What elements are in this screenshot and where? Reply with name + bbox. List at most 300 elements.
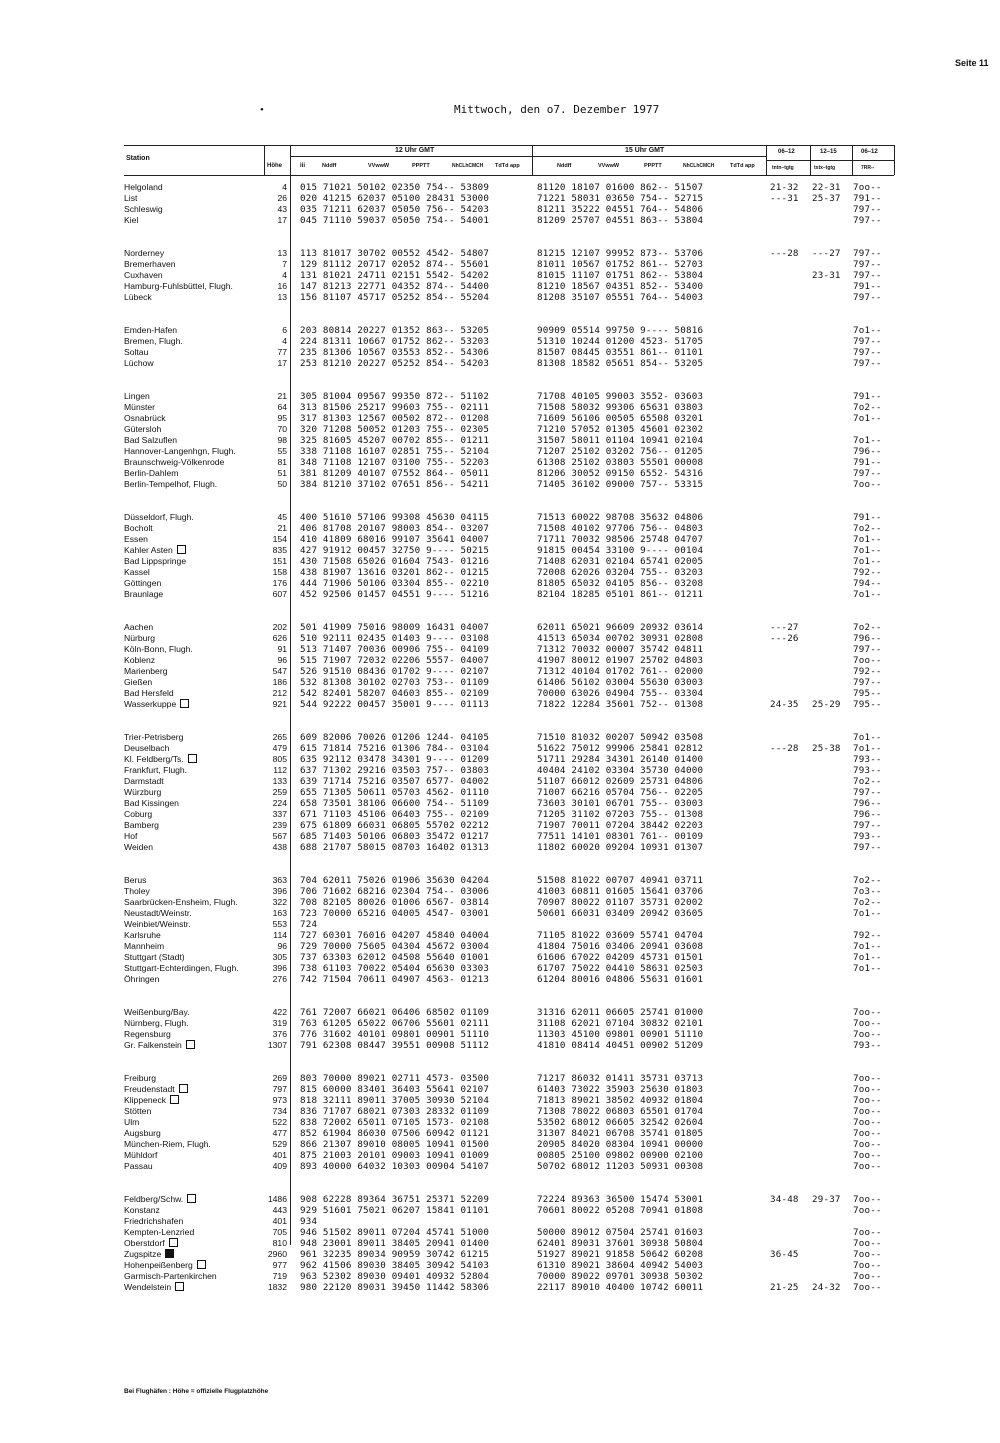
station-height: 13: [277, 248, 287, 258]
summary-value-2: [812, 897, 852, 908]
station-name: Gr. Falkenstein: [124, 1040, 254, 1051]
summary-value-1: 21-32: [770, 182, 799, 193]
station-name: Stuttgart (Stadt): [124, 952, 185, 962]
summary-value-3: 7oo--: [853, 1194, 882, 1205]
station-height: 396: [272, 963, 287, 973]
obs-15utc-row: 61204 80016 04806 55631 01601: [537, 974, 704, 985]
summary-value-3: 797--: [853, 270, 882, 281]
station-height: 443: [272, 1205, 287, 1215]
summary-value-1: [770, 270, 810, 281]
group-spacer: [853, 600, 895, 622]
station-height: 921: [272, 699, 287, 709]
summary-value-2: [812, 292, 852, 303]
header-col: NhCLhCMCH: [683, 163, 715, 169]
station-height: 154: [272, 534, 287, 544]
obs-12utc-row: 637 71302 29216 03503 757-- 03803: [300, 765, 490, 776]
obs-15utc-row: 51508 81022 00707 40941 03711: [537, 875, 704, 886]
obs-12utc-row: 501 41909 75016 98009 16431 04007: [300, 622, 490, 633]
obs-12utc-row: 410 41809 68016 99107 35641 04007: [300, 534, 490, 545]
summary-value-1: [770, 809, 810, 820]
obs-12utc-row: 131 81021 24711 02151 5542- 54202: [300, 270, 490, 281]
header-s1-sub: tntn–tgtg: [772, 165, 794, 171]
summary-value-3: 792--: [853, 567, 882, 578]
group-spacer: [124, 226, 254, 248]
station-name: Ulm: [124, 1117, 140, 1127]
header-subrule: [766, 160, 894, 161]
station-height: 977: [272, 1260, 287, 1270]
station-name: Stötten: [124, 1106, 152, 1116]
obs-15utc-row: 82104 18285 05101 861-- 01211: [537, 589, 704, 600]
summary-value-1: [770, 391, 810, 402]
station-height: 16: [277, 281, 287, 291]
obs-12utc-row: 934: [300, 1216, 318, 1227]
group-spacer: [124, 369, 254, 391]
station-name: Konstanz: [124, 1205, 160, 1215]
summary-value-1: [770, 1117, 810, 1128]
summary-value-3: 7o1--: [853, 413, 882, 424]
summary-value-2: [812, 259, 852, 270]
summary-value-1: 34-48: [770, 1194, 799, 1205]
group-spacer: [853, 369, 895, 391]
station-height: 21: [277, 391, 287, 401]
group-spacer: [812, 710, 852, 732]
group-spacer: [124, 600, 254, 622]
summary-value-1: [770, 1260, 810, 1271]
group-spacer: [254, 303, 288, 325]
summary-value-2: [812, 1040, 852, 1051]
station-name: Passau: [124, 1161, 153, 1171]
obs-15utc-row: 70000 63026 04904 755-- 03304: [537, 688, 704, 699]
obs-12utc-row: 325 81605 45207 00702 855-- 01211: [300, 435, 490, 446]
station-name: Marienberg: [124, 666, 168, 676]
obs-12utc-row: 203 80814 20227 01352 863-- 53205: [300, 325, 490, 336]
summary-value-1: [770, 402, 810, 413]
obs-15utc-row: 71210 57052 01305 45601 02302: [537, 424, 704, 435]
station-name: Essen: [124, 534, 148, 544]
station-name: Friedrichshafen: [124, 1216, 184, 1226]
summary-value-2: [812, 655, 852, 666]
obs-12utc-row: 815 60000 83401 36403 55641 02107: [300, 1084, 490, 1095]
group-spacer: [770, 710, 810, 732]
header-hoehe: Höhe: [267, 163, 282, 169]
summary-value-2: [812, 820, 852, 831]
station-height: 2960: [267, 1249, 287, 1259]
summary-value-2: [812, 457, 852, 468]
summary-value-1: [770, 908, 810, 919]
station-height: 202: [272, 622, 287, 632]
bullet-mark: •: [260, 104, 264, 116]
summary-value-2: [812, 1271, 852, 1282]
summary-value-3: [853, 1216, 895, 1227]
summary-value-3: 7oo--: [853, 1084, 882, 1095]
station-marker-icon: [169, 1238, 178, 1247]
obs-12utc-row: 893 40000 64032 10303 00904 54107: [300, 1161, 490, 1172]
summary-value-3: 7o2--: [853, 523, 882, 534]
obs-12utc-row: 962 41506 89030 38405 30942 54103: [300, 1260, 490, 1271]
summary-value-3: 7o1--: [853, 545, 882, 556]
group-spacer: [124, 985, 254, 1007]
summary-value-1: ---28: [770, 743, 799, 754]
station-height: 1307: [267, 1040, 287, 1050]
station-name: Gießen: [124, 677, 153, 687]
summary-value-1: [770, 941, 810, 952]
summary-value-1: [770, 930, 810, 941]
summary-value-1: [770, 1227, 810, 1238]
station-name: Hof: [124, 831, 138, 841]
summary-value-1: [770, 204, 810, 215]
obs-12utc-row: 738 61103 70022 05404 65630 03303: [300, 963, 490, 974]
obs-12utc-row: 235 81306 10567 03553 852-- 54306: [300, 347, 490, 358]
summary-value-2: [812, 1260, 852, 1271]
summary-value-1: [770, 292, 810, 303]
obs-15utc-row: 62011 65021 96609 20932 03614: [537, 622, 704, 633]
summary-value-2: [812, 1227, 852, 1238]
station-height: 114: [273, 930, 287, 940]
group-spacer: [300, 303, 532, 325]
station-name: Tholey: [124, 886, 150, 896]
station-name: Kiel: [124, 215, 139, 225]
station-height: 376: [272, 1029, 287, 1039]
summary-value-3: 7o1--: [853, 534, 882, 545]
station-name: Lübeck: [124, 292, 152, 302]
summary-value-2: [812, 908, 852, 919]
summary-value-1: [770, 589, 810, 600]
obs-15utc-row: 40404 24102 03304 35730 04000: [537, 765, 704, 776]
group-spacer: [300, 600, 532, 622]
summary-value-1: [770, 1106, 810, 1117]
station-height: 13: [277, 292, 287, 302]
obs-15utc-row: 00805 25100 09802 00900 02100: [537, 1150, 704, 1161]
summary-value-1: [770, 677, 810, 688]
summary-value-1: [770, 512, 810, 523]
station-height: 45: [277, 512, 287, 522]
summary-value-2: [812, 842, 852, 853]
header-s1: 06–12: [778, 149, 795, 155]
summary-value-1: [770, 567, 810, 578]
summary-value-1: [770, 842, 810, 853]
station-height: 77: [277, 347, 287, 357]
summary-value-3: 791--: [853, 512, 882, 523]
summary-value-1: [770, 1161, 810, 1172]
obs-12utc-row: 381 81209 40107 07552 864-- 05011: [300, 468, 490, 479]
summary-value-3: 7oo--: [853, 1073, 882, 1084]
summary-value-3: 791--: [853, 193, 882, 204]
summary-value-3: 796--: [853, 798, 882, 809]
station-name: Gütersloh: [124, 424, 162, 434]
obs-15utc-row: 81120 18107 01600 862-- 51507: [537, 182, 704, 193]
header-s3-sub: 7RR--: [861, 165, 875, 171]
station-name: Stuttgart-Echterdingen, Flugh.: [124, 963, 239, 973]
group-spacer: [254, 853, 288, 875]
station-name: Emden-Hafen: [124, 325, 178, 335]
obs-12utc-row: 348 71108 12107 03100 755-- 52203: [300, 457, 490, 468]
summary-value-1: [770, 468, 810, 479]
station-name: Würzburg: [124, 787, 162, 797]
group-spacer: [537, 853, 767, 875]
obs-12utc-row: 818 32111 89011 37005 30930 52104: [300, 1095, 490, 1106]
summary-value-2: [812, 523, 852, 534]
header-station: Station: [126, 155, 150, 162]
station-height: 396: [272, 886, 287, 896]
obs-15utc-column: [537, 182, 767, 1293]
summary-value-1: [770, 435, 810, 446]
summary-value-3: 7o2--: [853, 622, 882, 633]
height-column: [254, 182, 288, 1293]
station-name: Deuselbach: [124, 743, 170, 753]
summary-value-3: 7oo--: [853, 655, 882, 666]
summary-value-2: [812, 754, 852, 765]
station-height: 337: [272, 809, 287, 819]
header-15utc: 15 Uhr GMT: [625, 147, 665, 154]
summary-value-2: [812, 974, 852, 985]
obs-15utc-row: 81507 08445 03551 861-- 01101: [537, 347, 704, 358]
obs-12utc-row: 020 41215 62037 05100 28431 53000: [300, 193, 490, 204]
summary-value-2: [812, 644, 852, 655]
station-name: Neustadt/Weinstr.: [124, 908, 192, 918]
station-name: Hohenpeißenberg: [124, 1260, 254, 1271]
station-height: 797: [272, 1084, 287, 1094]
summary-value-3: 7o1--: [853, 589, 882, 600]
obs-15utc-row: 73603 30101 06701 755-- 03003: [537, 798, 704, 809]
summary-value-2: [812, 886, 852, 897]
obs-15utc-row: 71907 70011 07204 38442 02203: [537, 820, 704, 831]
summary-value-1: [770, 1040, 810, 1051]
station-height: 70: [277, 424, 287, 434]
group-spacer: [124, 853, 254, 875]
obs-15utc-row: 81210 18567 04351 852-- 53400: [537, 281, 704, 292]
station-name: Bad Kissingen: [124, 798, 179, 808]
obs-12utc-row: 685 71403 50106 06803 35472 01217: [300, 831, 490, 842]
summary-value-2: [812, 1139, 852, 1150]
summary-value-1: [770, 446, 810, 457]
group-spacer: [853, 853, 895, 875]
station-height: 4: [282, 182, 287, 192]
station-name: Coburg: [124, 809, 153, 819]
obs-15utc-row: 51927 89021 91858 50642 60208: [537, 1249, 704, 1260]
station-height: 1486: [267, 1194, 287, 1204]
summary-value-1: ---27: [770, 622, 799, 633]
summary-value-1: [770, 886, 810, 897]
station-name: Braunlage: [124, 589, 164, 599]
summary-value-1: [770, 776, 810, 787]
summary-value-3: 7oo--: [853, 1161, 882, 1172]
station-name: Nürburg: [124, 633, 156, 643]
station-height: 269: [272, 1073, 287, 1083]
summary-value-1: [770, 831, 810, 842]
summary-value-3: 797--: [853, 347, 882, 358]
station-height: 6: [282, 325, 287, 335]
group-spacer: [812, 1051, 852, 1073]
obs-15utc-row: 71708 40105 99003 3552- 03603: [537, 391, 704, 402]
station-height: 529: [272, 1139, 287, 1149]
station-marker-icon: [165, 1249, 174, 1258]
summary-value-1: 36-45: [770, 1249, 799, 1260]
summary-value-2: [812, 413, 852, 424]
summary-value-3: 7o1--: [853, 325, 882, 336]
summary-value-1: [770, 358, 810, 369]
header-subrule: [532, 156, 766, 157]
header-col: NhCLhCMCH: [452, 163, 484, 169]
header-col: TdTd app: [495, 163, 520, 169]
station-name: Trier-Petrisberg: [124, 732, 184, 742]
group-spacer: [124, 1172, 254, 1194]
summary-value-3: 7o1--: [853, 908, 882, 919]
summary-value-3: 796--: [853, 633, 882, 644]
group-spacer: [537, 600, 767, 622]
summary-value-3: 7oo--: [853, 1007, 882, 1018]
station-name: Nürnberg, Flugh.: [124, 1018, 189, 1028]
header-s2-sub: txtx–tgtg: [814, 165, 836, 171]
obs-15utc-row: 50601 66031 03409 20942 03605: [537, 908, 704, 919]
station-height: 26: [277, 193, 287, 203]
obs-15utc-row: 31108 62021 07104 30832 02101: [537, 1018, 704, 1029]
obs-15utc-row: 61403 73022 35903 25630 01803: [537, 1084, 704, 1095]
summary-value-3: 797--: [853, 336, 882, 347]
summary-value-2: [812, 776, 852, 787]
obs-12utc-row: 045 71110 59037 05050 754-- 54001: [300, 215, 490, 226]
summary-value-1: [770, 556, 810, 567]
summary-value-1: [770, 1018, 810, 1029]
station-name: Freudenstadt: [124, 1084, 254, 1095]
group-spacer: [812, 490, 852, 512]
group-spacer: [770, 369, 810, 391]
summary-value-2: [812, 545, 852, 556]
group-spacer: [853, 226, 895, 248]
summary-value-3: 793--: [853, 831, 882, 842]
group-spacer: [770, 600, 810, 622]
summary-value-2: [812, 622, 852, 633]
group-spacer: [537, 710, 767, 732]
station-name: Bad Salzuflen: [124, 435, 178, 445]
obs-12utc-row: 963 52302 89030 09401 40932 52804: [300, 1271, 490, 1282]
summary-value-3: 793--: [853, 765, 882, 776]
group-spacer: [124, 1051, 254, 1073]
obs-12utc-row: 639 71714 75216 03507 6577- 04002: [300, 776, 490, 787]
obs-15utc-row: 81308 18582 05651 854-- 53205: [537, 358, 704, 369]
summary-value-2: [812, 1150, 852, 1161]
obs-12utc-row: 724: [300, 919, 318, 930]
obs-12utc-row: 113 81017 30702 00552 4542- 54807: [300, 248, 490, 259]
obs-12utc-row: 635 92112 03478 34301 9---- 01209: [300, 754, 490, 765]
summary-value-3: 7oo--: [853, 1018, 882, 1029]
obs-12utc-row: 838 72002 65011 07105 1573- 02108: [300, 1117, 490, 1128]
station-name: Wasserkuppe: [124, 699, 254, 710]
station-marker-icon: [187, 1194, 196, 1203]
summary-value-3: 7oo--: [853, 1128, 882, 1139]
obs-12utc-row: 430 71508 65026 01604 7543- 01216: [300, 556, 490, 567]
obs-15utc-row: 31507 58011 01104 10941 02104: [537, 435, 704, 446]
summary-value-3: 7oo--: [853, 1205, 882, 1216]
obs-12utc-row: 763 61205 65022 06706 55601 02111: [300, 1018, 490, 1029]
obs-12utc-row: 704 62011 75026 01906 35630 04204: [300, 875, 490, 886]
summary-value-2: [812, 512, 852, 523]
obs-12utc-row: 515 71907 72032 02206 5557- 04007: [300, 655, 490, 666]
header-iii: iii: [300, 163, 306, 169]
summary-value-1: [770, 281, 810, 292]
obs-15utc-row: 81011 10567 01752 861-- 52703: [537, 259, 704, 270]
group-spacer: [770, 985, 810, 1007]
obs-12utc-row: 156 81107 45717 05252 854-- 55204: [300, 292, 490, 303]
summary-value-3: 7oo--: [853, 1238, 882, 1249]
summary-value-2: [812, 941, 852, 952]
header-subrule: [290, 156, 532, 157]
summary-value-1: [770, 336, 810, 347]
obs-12utc-row: 615 71814 75216 01306 784-- 03104: [300, 743, 490, 754]
summary-value-3: 797--: [853, 677, 882, 688]
summary-value-1: [770, 325, 810, 336]
station-height: 805: [272, 754, 287, 764]
obs-15utc-row: 71508 58032 99306 65631 03803: [537, 402, 704, 413]
summary-value-3: 7o2--: [853, 402, 882, 413]
group-spacer: [812, 600, 852, 622]
summary-value-2: [812, 424, 852, 435]
summary-value-3: 7o2--: [853, 776, 882, 787]
obs-15utc-row: 62401 89031 37601 30938 50804: [537, 1238, 704, 1249]
station-height: 259: [272, 787, 287, 797]
group-spacer: [853, 1051, 895, 1073]
station-marker-icon: [179, 1084, 188, 1093]
summary-value-2: [812, 1238, 852, 1249]
station-height: 276: [272, 974, 287, 984]
station-height: 479: [272, 743, 287, 753]
summary-value-2: [812, 1073, 852, 1084]
summary-value-2: [812, 1007, 852, 1018]
summary-value-3: 797--: [853, 468, 882, 479]
summary-value-1: [770, 919, 810, 930]
obs-12utc-row: 727 60301 76016 04207 45840 04004: [300, 930, 490, 941]
station-height: 607: [272, 589, 287, 599]
obs-12utc-row: 305 81004 09567 99350 872-- 51102: [300, 391, 490, 402]
station-height: 401: [272, 1216, 287, 1226]
summary-value-3: 797--: [853, 820, 882, 831]
summary-value-1: [770, 655, 810, 666]
summary-value-3: 797--: [853, 358, 882, 369]
summary-value-2: [812, 215, 852, 226]
obs-12utc-row: 671 71103 45106 06403 755-- 02109: [300, 809, 490, 820]
summary-value-3: 7o1--: [853, 556, 882, 567]
obs-15utc-row: 81015 11107 01751 862-- 53804: [537, 270, 704, 281]
summary-value-2: [812, 391, 852, 402]
summary-value-2: [812, 688, 852, 699]
summary-value-3: 7oo--: [853, 1260, 882, 1271]
station-name: Aachen: [124, 622, 154, 632]
station-name: München-Riem, Flugh.: [124, 1139, 211, 1149]
obs-15utc-row: 71510 81032 00207 50942 03508: [537, 732, 704, 743]
summary-value-2: [812, 732, 852, 743]
summary-value-2: 24-32: [812, 1282, 841, 1293]
station-name: Bamberg: [124, 820, 159, 830]
summary-value-2: [812, 765, 852, 776]
summary-value-2: 25-37: [812, 193, 841, 204]
station-name: Weißenburg/Bay.: [124, 1007, 190, 1017]
summary-value-3: [853, 974, 895, 985]
group-spacer: [770, 226, 810, 248]
obs-12utc-row: 147 81213 22771 04352 874-- 54400: [300, 281, 490, 292]
station-marker-icon: [180, 699, 189, 708]
header-col: PPPTT: [644, 163, 662, 169]
station-height: 96: [277, 655, 287, 665]
group-spacer: [300, 710, 532, 732]
obs-15utc-row: 50702 68012 11203 50931 00308: [537, 1161, 704, 1172]
obs-15utc-row: 81805 65032 04105 856-- 03208: [537, 578, 704, 589]
summary-value-1: [770, 666, 810, 677]
summary-value-2: [812, 798, 852, 809]
station-height: 810: [272, 1238, 287, 1248]
obs-15utc-row: 81208 35107 05551 764-- 54003: [537, 292, 704, 303]
summary-value-2: [812, 336, 852, 347]
summary-value-2: [812, 633, 852, 644]
obs-15utc-row: 71312 70032 00007 35742 04811: [537, 644, 704, 655]
